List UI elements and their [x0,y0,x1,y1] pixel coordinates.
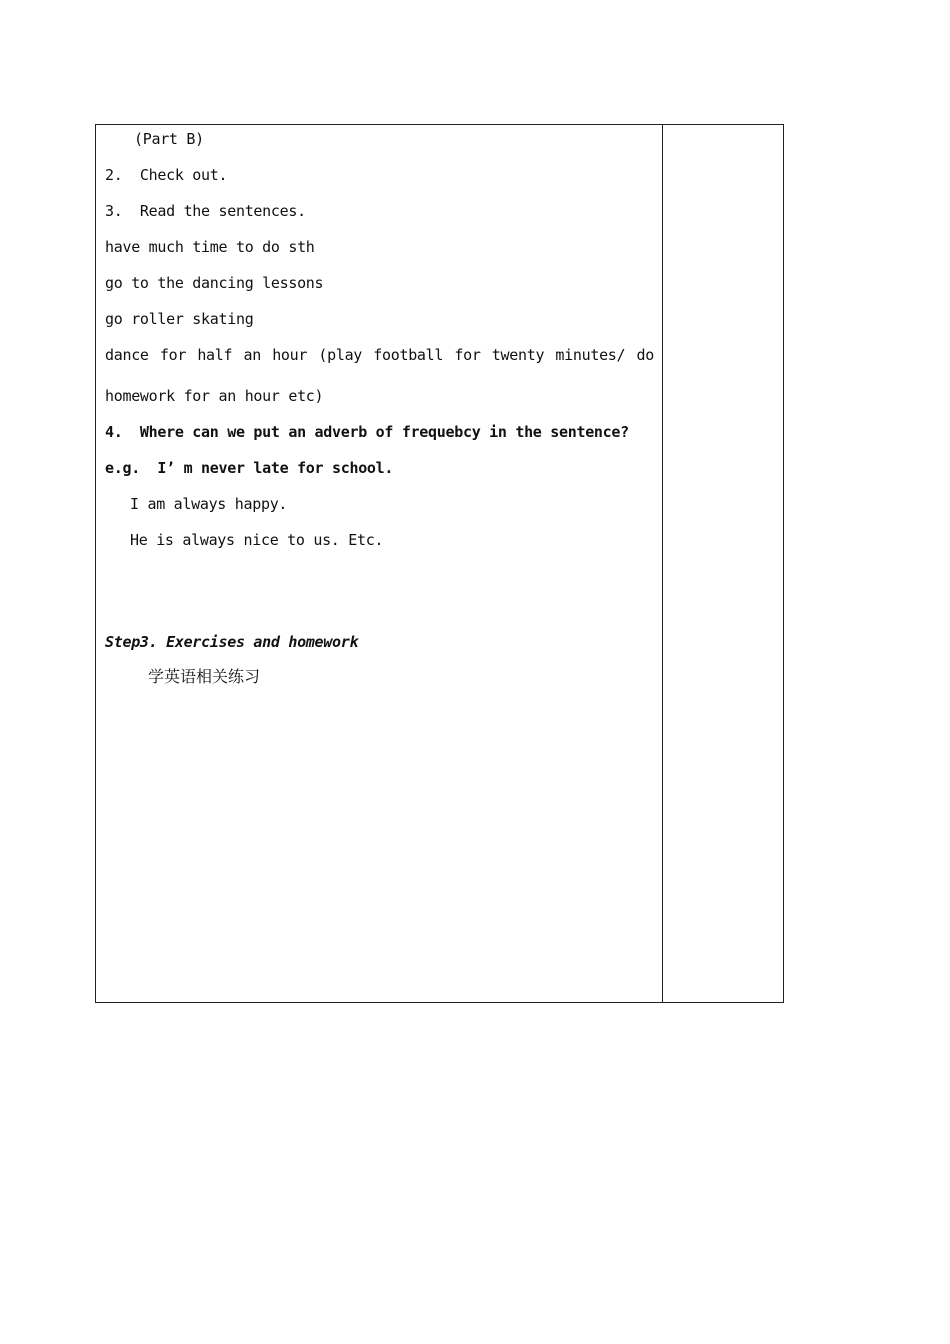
phrase-word: do [636,346,654,364]
lesson-plan-table [95,124,784,1003]
phrase-word: (play [318,346,363,364]
phrase-word: twenty [491,346,545,364]
example-never-late: e.g. I’ m never late for school. [105,459,394,477]
phrase-word: dance [105,346,149,364]
phrase-time: have much time to do sth [105,238,315,256]
phrase-word: for [159,346,187,364]
phrase-dance-line [105,346,654,364]
example-always-nice: He is always nice to us. Etc. [130,531,384,549]
example-always-happy: I am always happy. [130,495,288,513]
phrase-dancing: go to the dancing lessons [105,274,324,292]
step3-heading: Step3. Exercises and homework [105,633,359,651]
phrase-word: minutes/ [555,346,626,364]
phrase-word: half [197,346,233,364]
phrase-word: football [373,346,444,364]
phrase-word: hour [272,346,308,364]
main-content-cell [96,125,663,1002]
side-notes-cell [663,125,783,1002]
part-b-label: (Part B) [134,130,204,148]
read-sentences-item: 3. Read the sentences. [105,202,306,220]
phrase-skating: go roller skating [105,310,254,328]
phrase-homework: homework for an hour etc) [105,387,324,405]
check-out-item: 2. Check out. [105,166,228,184]
exercise-note: 学英语相关练习 [148,667,261,686]
phrase-word: for [454,346,481,364]
adverb-question: 4. Where can we put an adverb of frequebcy in the sentence? [105,423,629,441]
phrase-word: an [243,346,261,364]
